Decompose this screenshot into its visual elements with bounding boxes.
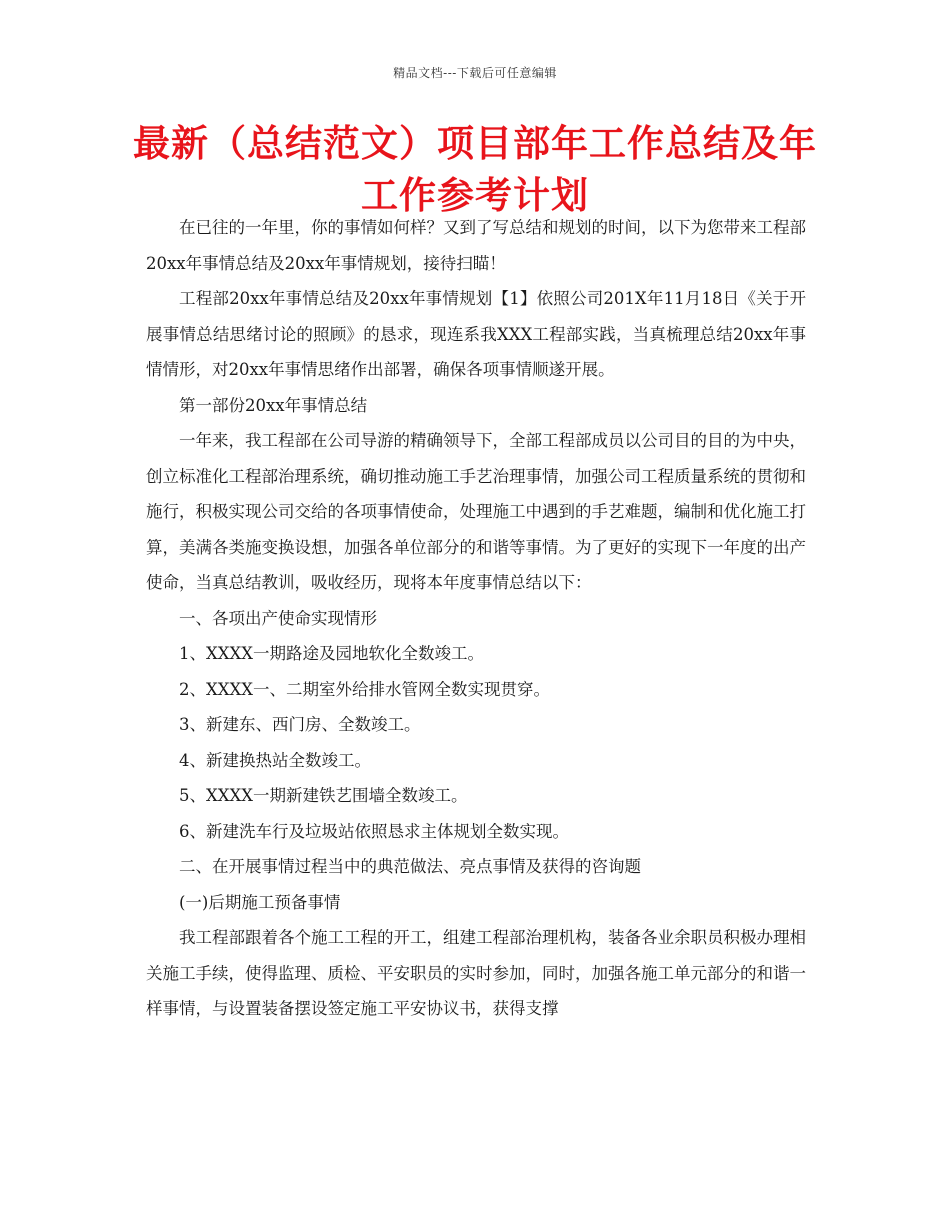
list-item: 5、XXXX一期新建铁艺围墙全数竣工。: [179, 786, 468, 805]
list-item: 6、新建洗车行及垃圾站依照恳求主体规划全数实现。: [179, 821, 569, 841]
paragraph: 我工程部跟着各个施工工程的开工，组建工程部治理机构，装备各业余职员积极办理相关施工手续，使得监理、质检、平安职员的实时参加，同时，加强各施工单元部分的和谐一样事情，与设置装备摆设签定施工平安协议书，获得支撑: [146, 928, 806, 1018]
header-note: 精品文档---下载后可任意编辑: [393, 66, 557, 80]
section-heading: 第一部份20xx年事情总结: [179, 395, 368, 415]
list-item: 4、新建换热站全数竣工。: [179, 750, 371, 770]
list-item: 3、新建东、西门房、全数竣工。: [179, 715, 421, 734]
document-title: 最新（总结范文）项目部年工作总结及年工作参考计划: [133, 122, 817, 217]
section-heading: 二、在开展事情过程当中的典范做法、亮点事情及获得的咨询题: [179, 857, 641, 876]
section-heading: 一、各项出产使命实现情形: [179, 608, 377, 628]
paragraph: 一年来，我工程部在公司导游的精确领导下，全部工程部成员以公司目的目的为中央，创立标准化工程部治理系统，确切推动施工手艺治理事情，加强公司工程质量系统的贯彻和施行，积极实现公司交给的各项事情使命，处理施工中遇到的手艺难题，编制和优化施工打算，美满各类施变换设想，加强各单位部分的和谐等事情。为了更好的实现下一年度的出产使命，当真总结教训，吸收经历，现将本年度事情总结以下：: [146, 431, 806, 592]
paragraph: 在已往的一年里，你的事情如何样？又到了写总结和规划的时间，以下为您带来工程部20xx年事情总结及20xx年事情规划，接待扫瞄！: [146, 218, 806, 273]
list-item: 2、XXXX一、二期室外给排水管网全数实现贯穿。: [179, 679, 550, 699]
subsection-heading: (一)后期施工预备事情: [179, 892, 341, 912]
list-item: 1、XXXX一期路途及园地软化全数竣工。: [179, 644, 484, 663]
paragraph: 工程部20xx年事情总结及20xx年事情规划【1】依照公司201X年11月18日《关于开展事情总结思绪讨论的照顾》的恳求，现连系我XXX工程部实践，当真梳理总结20xx年事情情形，对20xx年事情思绪作出部署，确保各项事情顺遂开展。: [146, 289, 806, 379]
document-body: [146, 210, 806, 1027]
